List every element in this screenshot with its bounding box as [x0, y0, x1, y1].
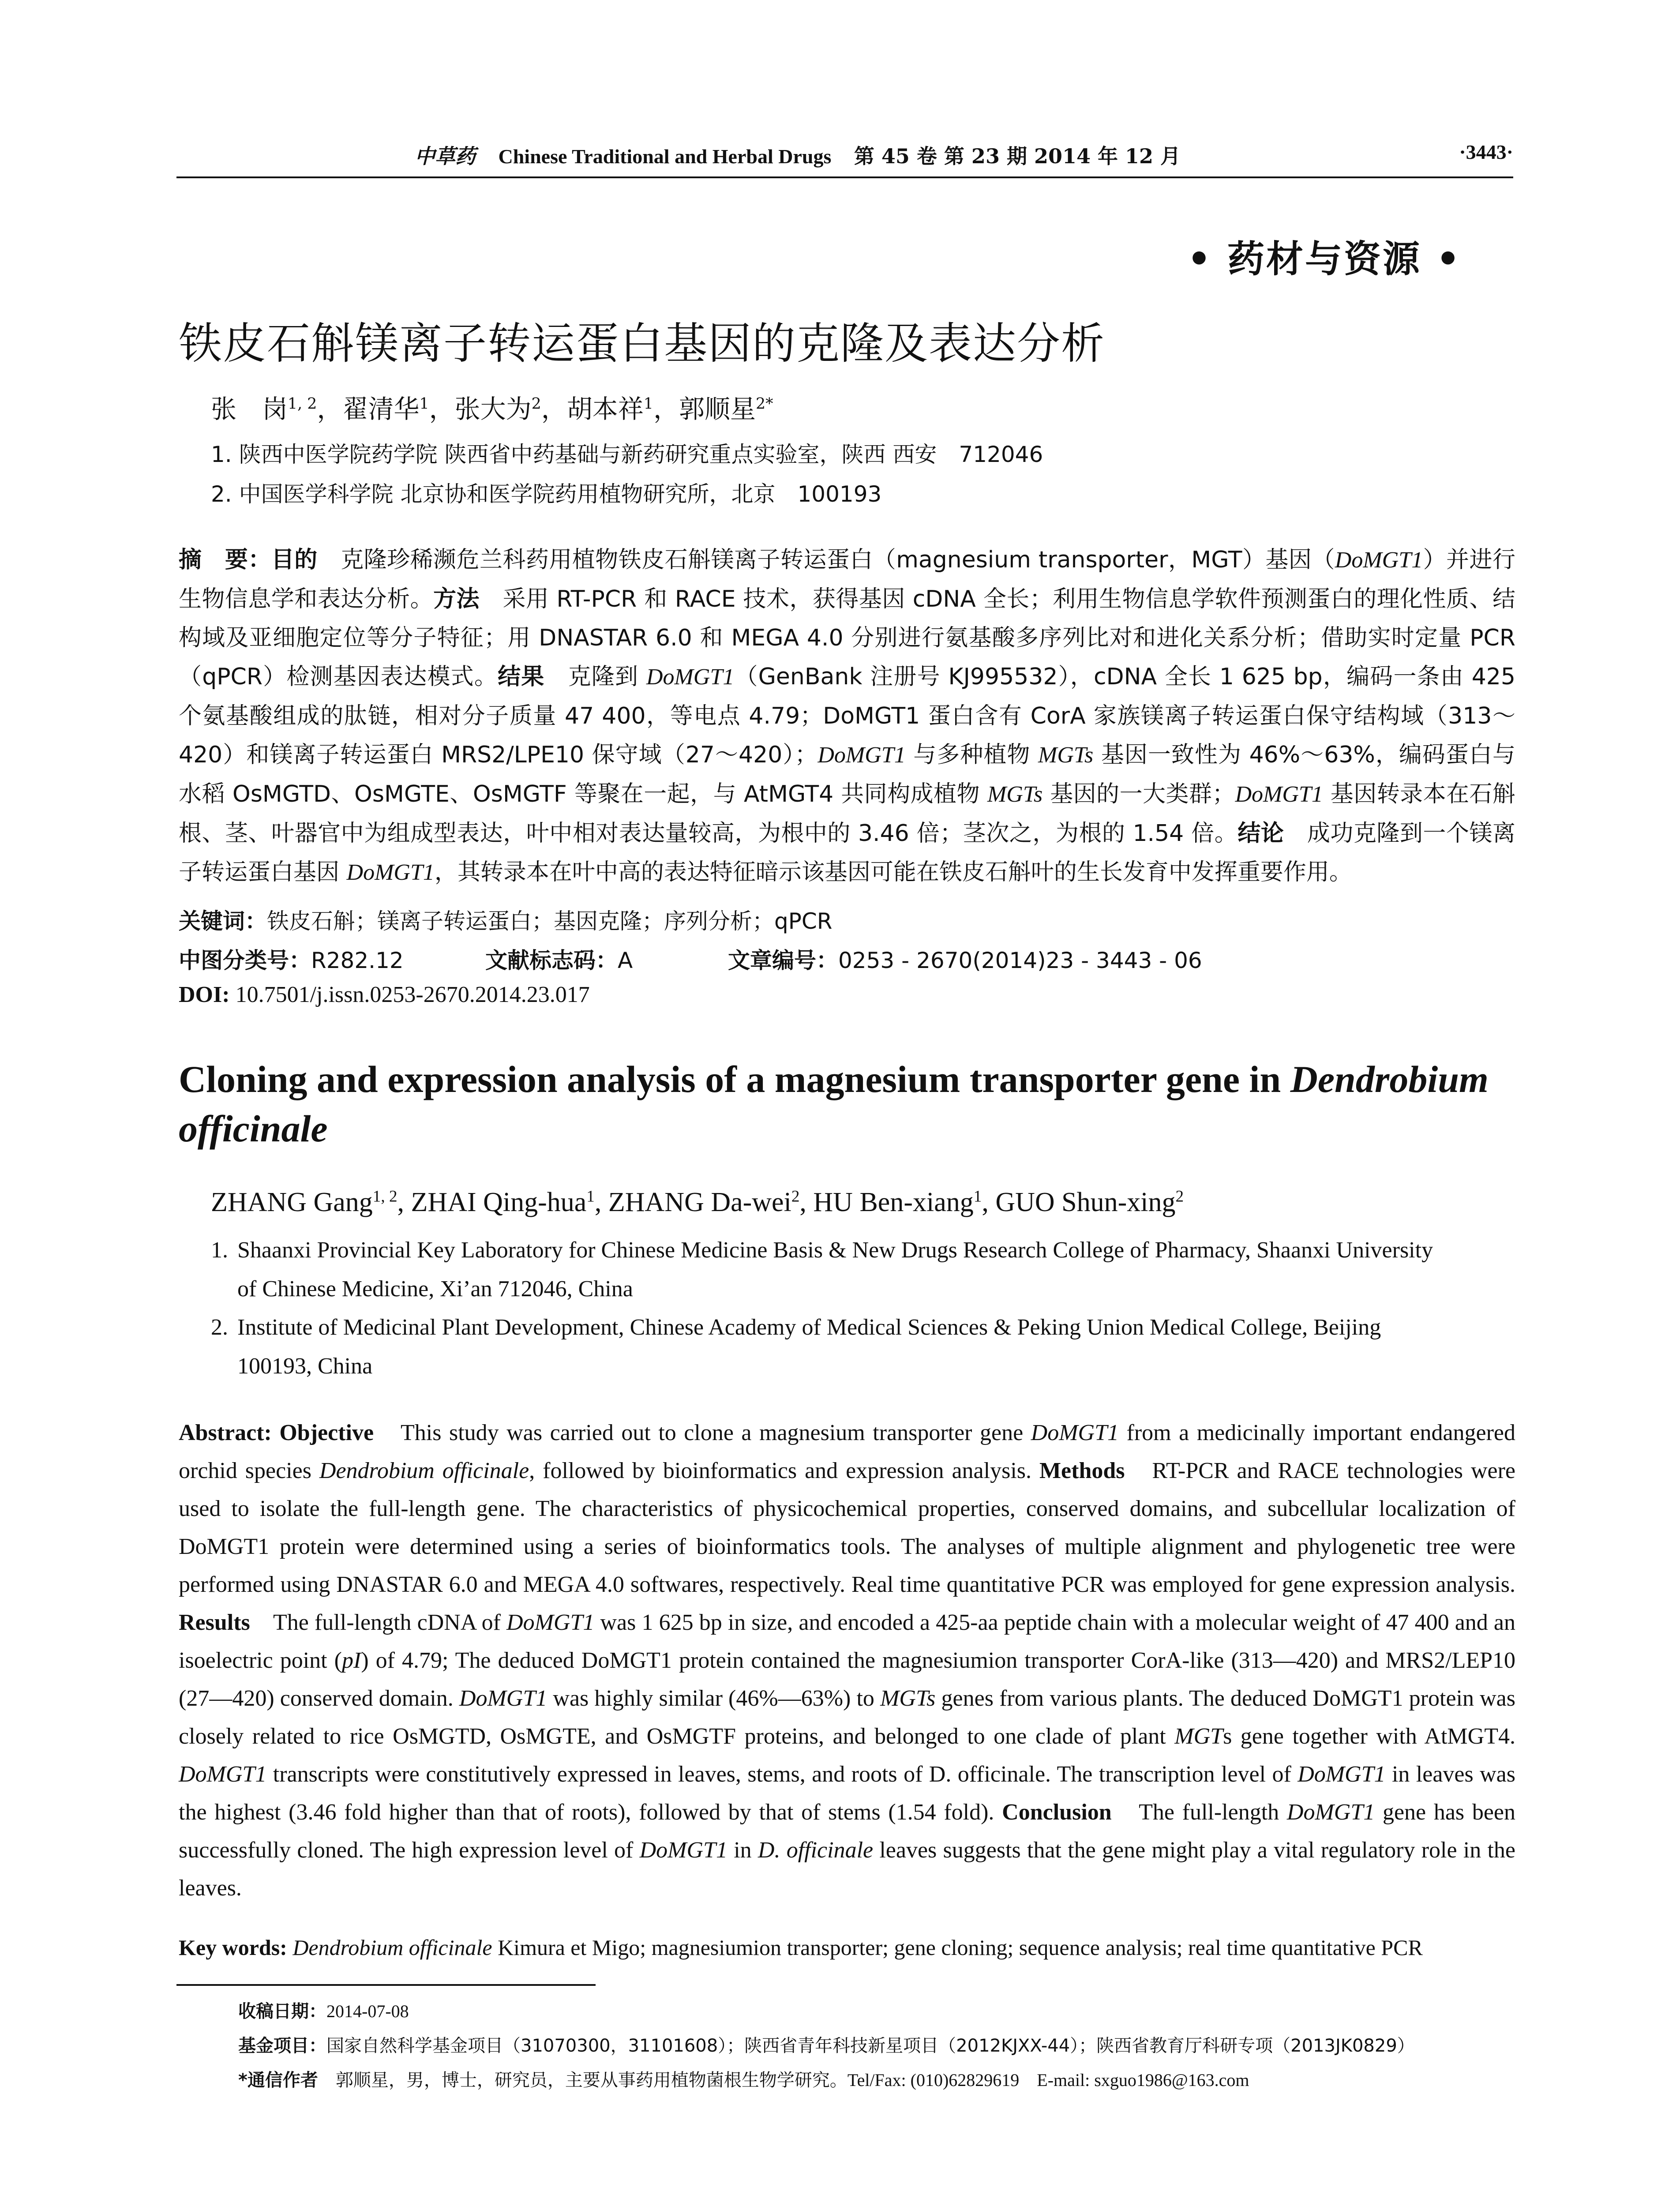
article-number-value: 0253 - 2670(2014)23 - 3443 - 06 — [838, 948, 1202, 973]
fund-text: 国家自然科学基金项目（31070300，31101608）；陕西省青年科技新星项目（2012KJXX-44）；陕西省教育厅科研专项（2013JK0829） — [326, 2036, 1415, 2056]
article-title-cn: 铁皮石斛镁离子转运蛋白基因的克隆及表达分析 — [179, 319, 1106, 369]
doc-code-line — [485, 943, 633, 975]
clc-value: R282.12 — [311, 948, 404, 973]
journal-title-en: Chinese Traditional and Herbal Drugs — [498, 145, 832, 168]
author-name: GUO Shun-xing — [995, 1187, 1176, 1217]
author-separator: ， — [653, 394, 679, 424]
gene-name: DoMGT1 — [1235, 782, 1323, 807]
species-name: Dendrobium officinale — [287, 1935, 492, 1960]
author-affiliation-mark: 2 — [1175, 1187, 1184, 1206]
affiliation-cn-1: 1. 陕西中医学院药学院 陕西省中药基础与新药研究重点实验室，陕西 西安 712046 — [211, 442, 1043, 467]
received-date — [238, 1997, 409, 2022]
keywords-label: Key words: — [179, 1935, 287, 1960]
keywords-cn — [179, 904, 832, 935]
keywords-text: Kimura et Migo; magnesiumion transporter; gene cloning; sequence analysis; real time quantitative PCR — [492, 1935, 1423, 1960]
results-text: genes from various plants. The deduced DoMGT1 protein was closely related to rice OsMGTD, OsMGTE, and OsMGTF proteins, and belonged to one clade of plant — [179, 1686, 1515, 1749]
author-name: ZHANG Da-wei — [608, 1187, 791, 1217]
gene-name: DoMGT1 — [639, 1838, 728, 1863]
affiliation-line: of Chinese Medicine, Xi’an 712046, China — [237, 1276, 633, 1302]
affiliation-line — [211, 1231, 1515, 1270]
gene-name: DoMGT1 — [1298, 1762, 1386, 1787]
page-number: ·3443· — [1459, 141, 1513, 163]
doi-line — [179, 982, 590, 1008]
gene-name: DoMGT1 — [179, 1762, 267, 1787]
author-affiliation-mark: 2 — [791, 1187, 800, 1206]
gene-name: MGTs — [1038, 743, 1094, 768]
author-affiliation-mark: 2 — [531, 395, 541, 413]
gene-name: DoMGT1 — [1031, 1420, 1119, 1445]
keywords-en — [179, 1935, 1423, 1960]
abstract-en — [179, 1414, 1515, 1907]
gene-name: MGTs — [880, 1686, 936, 1711]
section-label: • 药材与资源 • — [1187, 237, 1462, 281]
results-label: Results — [179, 1610, 250, 1635]
affiliation-en-1 — [211, 1231, 1515, 1309]
objective-text: , followed by bioinformatics and expression analysis. — [529, 1458, 1039, 1483]
gene-name: DoMGT1 — [1286, 1800, 1375, 1825]
results-text: 与多种植物 — [905, 742, 1038, 768]
affiliation-line — [211, 1308, 1515, 1347]
results-text: in leaves was the highest (3.46 fold higher than that of roots), followed by that of stems (1.54 fold). — [179, 1762, 1515, 1825]
author-affiliation-mark: 1, 2 — [372, 1187, 398, 1206]
journal-title-cn: 中草药 — [415, 144, 476, 168]
gene-name: DoMGT1 — [1335, 548, 1423, 573]
author-name: 张 岗 — [211, 394, 288, 424]
author-separator: , — [594, 1187, 608, 1217]
affiliation-cn-2: 2. 中国医学科学院 北京协和医学院药用植物研究所，北京 100193 — [211, 481, 882, 507]
abstract-label: Abstract: — [179, 1420, 272, 1445]
conclusion-text: gene has been successfully cloned. The high expression level of — [179, 1800, 1516, 1863]
affiliation-text: Shaanxi Provincial Key Laboratory for Chinese Medicine Basis & New Drugs Research College of Pharmacy, Shaanxi University — [237, 1238, 1433, 1263]
footnote-divider — [176, 1984, 596, 1986]
fund-projects — [238, 2032, 1415, 2057]
author-list-cn — [211, 388, 773, 425]
gene-name: MGT — [1174, 1724, 1223, 1749]
author-affiliation-mark: 1 — [586, 1187, 595, 1206]
abstract-cn — [179, 540, 1515, 892]
article-number-line — [728, 943, 1202, 975]
results-text: was highly similar (46%—63%) to — [547, 1686, 881, 1711]
objective-text: from a medicinally important endangered orchid species — [179, 1420, 1516, 1483]
title-text: Cloning and expression analysis of a magnesium transporter gene in — [179, 1058, 1290, 1100]
author-name: 胡本祥 — [566, 394, 644, 424]
author-list-en — [211, 1187, 1184, 1218]
abstract-label: 摘 要： — [179, 547, 271, 573]
doc-code-value: A — [618, 948, 633, 973]
volume-issue: 第 45 卷 第 23 期 2014 年 12 月 — [854, 144, 1181, 168]
gene-name: DoMGT1 — [646, 664, 735, 690]
author-name: 翟清华 — [342, 394, 420, 424]
affiliation-line: 100193, China — [237, 1354, 373, 1379]
results-label: 结果 — [498, 664, 545, 690]
objective-label: 目的 — [271, 547, 318, 573]
article-number-label: 文章编号： — [728, 948, 838, 973]
objective-text: This study was carried out to clone a magnesium transporter gene — [374, 1420, 1031, 1445]
corresponding-author — [238, 2066, 1249, 2091]
received-label: 收稿日期： — [238, 2001, 326, 2022]
results-text: s gene together with AtMGT4. — [1223, 1724, 1515, 1749]
results-text: 克隆到 — [544, 664, 646, 690]
gene-name: DoMGT1 — [506, 1610, 595, 1635]
objective-text: 克隆珍稀濒危兰科药用植物铁皮石斛镁离子转运蛋白（magnesium transporter，MGT）基因（ — [317, 547, 1335, 573]
author-affiliation-mark: 2* — [755, 395, 773, 413]
results-text: The full-length cDNA of — [250, 1610, 507, 1635]
author-affiliation-mark: 1, 2 — [288, 395, 317, 413]
keywords-text: 铁皮石斛；镁离子转运蛋白；基因克隆；序列分析；qPCR — [267, 908, 832, 934]
author-name: 张大为 — [454, 394, 532, 424]
corresponding-text: 郭顺星，男，博士，研究员，主要从事药用植物菌根生物学研究。 — [318, 2070, 848, 2090]
doi-label: DOI: — [179, 982, 230, 1007]
author-name: ZHAI Qing-hua — [411, 1187, 587, 1217]
author-name: ZHANG Gang — [211, 1187, 373, 1217]
fund-label: 基金项目： — [238, 2036, 326, 2056]
results-text: 基因一致性为 46%～63%，编码蛋白与水稻 OsMGTD、OsMGTE、OsMGTF 等聚在一起，与 AtMGT4 共同构成植物 — [179, 742, 1516, 807]
affiliation-number: 1. — [211, 1238, 228, 1263]
doc-code-label: 文献标志码： — [485, 948, 618, 973]
methods-text: RT-PCR and RACE technologies were used to isolate the full-length gene. The characteristics of physicochemical properties, conserved domains, and subcellular localization of DoMGT1 protein were determined using a series of bioinformatics tools. The analyses of multiple alignment and phylogenetic tree were performed using DNASTAR 6.0 and MEGA 4.0 softwares, respectively. Real time quantitative PCR was employed for gene expression analysis. — [179, 1458, 1515, 1597]
contact-info[interactable]: Tel/Fax: (010)62829619 E-mail: sxguo1986@163.com — [847, 2070, 1249, 2090]
species-name: D. officinale — [758, 1838, 874, 1863]
author-affiliation-mark: 1 — [973, 1187, 982, 1206]
author-separator: ， — [541, 394, 567, 424]
received-value: 2014-07-08 — [326, 2001, 409, 2021]
affiliation-text: Institute of Medicinal Plant Development, Chinese Academy of Medical Sciences & Peking Union Medical College, Beijing — [237, 1315, 1381, 1340]
methods-label: 方法 — [433, 586, 480, 612]
conclusion-label: 结论 — [1238, 820, 1284, 847]
corresponding-label: *通信作者 — [238, 2070, 318, 2090]
gene-name: MGTs — [987, 782, 1043, 807]
author-name: HU Ben-xiang — [813, 1187, 974, 1217]
clc-label: 中图分类号： — [179, 948, 311, 973]
author-affiliation-mark: 1 — [419, 395, 429, 413]
conclusion-text: in — [727, 1838, 758, 1863]
title-species: Dendrobium officinale — [179, 1058, 1489, 1150]
affiliation-en-2 — [211, 1308, 1515, 1386]
results-text: 基因的一大类群； — [1042, 781, 1235, 807]
author-separator: , — [397, 1187, 411, 1217]
species-name: Dendrobium officinale — [319, 1458, 529, 1483]
header-divider — [176, 176, 1513, 178]
author-separator: ， — [317, 394, 343, 424]
keywords-label: 关键词： — [179, 908, 267, 934]
results-text: transcripts were constitutively expressed in leaves, stems, and roots of D. officinale. The transcription level of — [266, 1762, 1298, 1787]
objective-text: ）并进行生物信息学和表达分析。 — [179, 547, 1515, 612]
methods-label: Methods — [1039, 1458, 1125, 1483]
doi-link[interactable]: 10.7501/j.issn.0253-2670.2014.23.017 — [229, 982, 590, 1007]
conclusion-text: ，其转录本在叶中高的表达特征暗示该基因可能在铁皮石斛叶的生长发育中发挥重要作用。 — [434, 859, 1352, 885]
author-separator: , — [982, 1187, 996, 1217]
methods-text: 采用 RT-PCR 和 RACE 技术，获得基因 cDNA 全长；利用生物信息学软件预测蛋白的理化性质、结构域及亚细胞定位等分子特征；用 DNASTAR 6.0 和 MEGA 4.0 分别进行氨基酸多序列比对和进化关系分析；借助实时定量 PCR（qPCR）检测基因表达模式。 — [179, 586, 1515, 690]
results-text: was 1 625 bp in size, and encoded a 425-aa peptide chain with a molecular weight of 47 400 and an isoelectric point ( — [179, 1610, 1515, 1673]
author-separator: ， — [429, 394, 455, 424]
conclusion-text: 成功克隆到一个镁离子转运蛋白基因 — [179, 820, 1515, 885]
objective-label: Objective — [271, 1420, 374, 1445]
author-name: 郭顺星 — [679, 394, 756, 424]
results-text: ) of 4.79; The deduced DoMGT1 protein contained the magnesiumion transporter CorA-like (313—420) and MRS2/LEP10 (27—420) conserved domain. — [179, 1648, 1516, 1711]
author-separator: , — [799, 1187, 814, 1217]
classification-line — [179, 943, 404, 975]
affiliation-number: 2. — [211, 1315, 228, 1340]
conclusion-label: Conclusion — [1002, 1800, 1112, 1825]
gene-name: DoMGT1 — [346, 860, 435, 885]
gene-name: DoMGT1 — [459, 1686, 548, 1711]
article-title-en — [179, 1054, 1515, 1153]
journal-title — [415, 140, 1181, 169]
conclusion-text: leaves suggests that the gene might play a vital regulatory role in the leaves. — [179, 1838, 1516, 1901]
author-affiliation-mark: 1 — [643, 395, 653, 413]
results-text: （GenBank 注册号 KJ995532），cDNA 全长 1 625 bp，编码一条由 425 个氨基酸组成的肽链，相对分子质量 47 400，等电点 4.79；DoMGT1 蛋白含有 CorA 家族镁离子转运蛋白保守结构域（313～420）和镁离子转运蛋白 MRS2/LPE10 保守域（27～420）； — [179, 664, 1515, 768]
gene-name: DoMGT1 — [818, 743, 906, 768]
conclusion-text: The full-length — [1111, 1800, 1287, 1825]
running-header — [176, 140, 1513, 176]
pi-symbol: pI — [341, 1648, 361, 1673]
results-text: 基因转录本在石斛根、茎、叶器官中为组成型表达，叶中相对表达量较高，为根中的 3.46 倍；茎次之，为根的 1.54 倍。 — [179, 781, 1516, 847]
